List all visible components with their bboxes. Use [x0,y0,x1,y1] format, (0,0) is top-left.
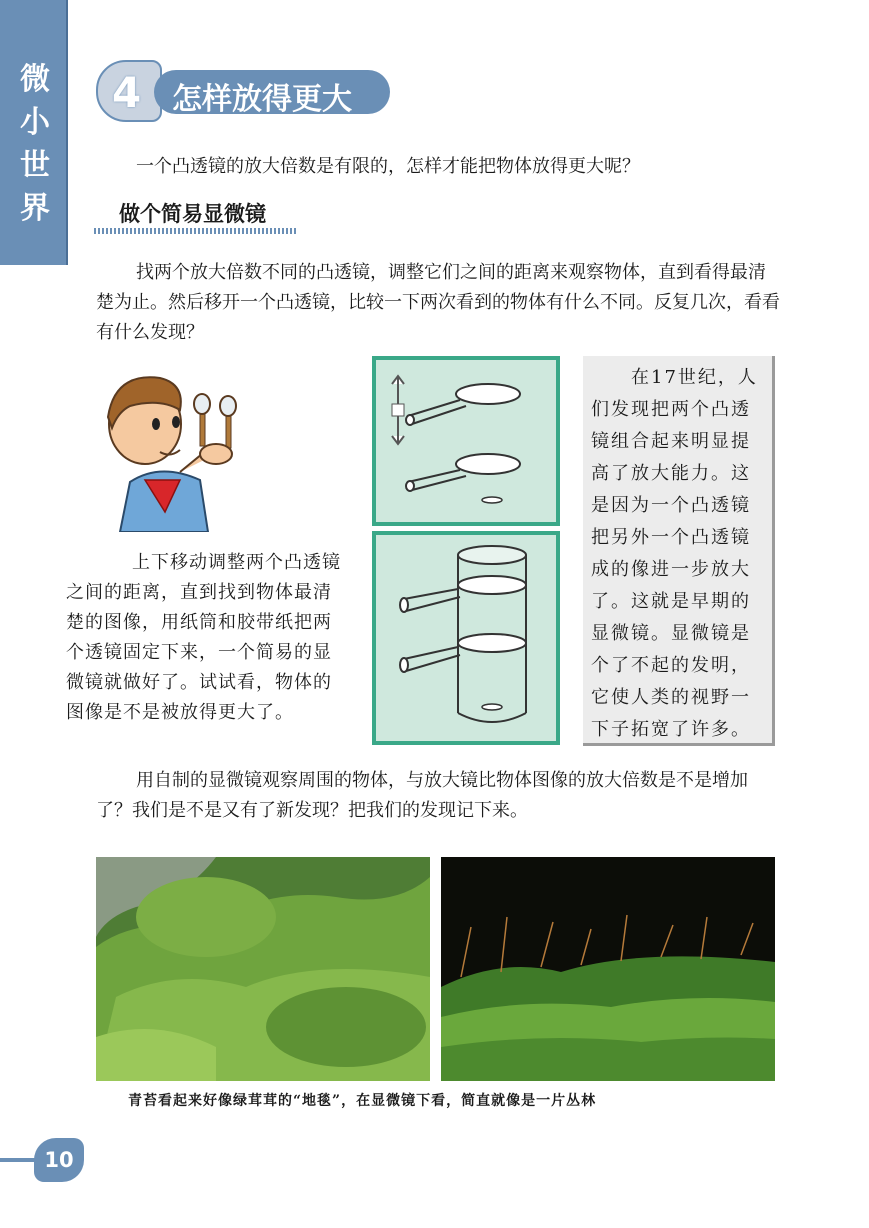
chapter-title: 微小世界 [20,62,50,226]
boy-with-lenses-illustration [90,362,250,532]
moss-closeup-image [441,857,775,1081]
moss-carpet-image [96,857,430,1081]
two-lenses-diagram [372,356,560,526]
lesson-number-box [96,60,162,122]
intro-text: 一个凸透镜的放大倍数是有限的，怎样才能把物体放得更大呢？ [136,156,640,177]
lens-movement-drawing [376,360,556,522]
lesson-banner [96,60,390,122]
section-underline [94,228,296,234]
tube-microscope-drawing [376,535,556,741]
paragraph-instructions: 找两个放大倍数不同的凸透镜，调整它们之间的距离来观察物体，直到看得最清楚为止。然后移开一个凸透镜，比较一下两次看到的物体有什么不同。反复几次，看看有什么发现？ [96,262,780,343]
lesson-title-box [154,70,390,117]
lesson-title: 怎样放得更大 [172,82,352,117]
moss-closeup-photo [441,857,775,1081]
history-note-box: 在17世纪，人们发现把两个凸透镜组合起来明显提高了放大能力。这是因为一个凸透镜把另外一个凸透镜成的像进一步放大了。这就是早期的显微镜。显微镜是个了不起的发明，它使人类的视野一下子拓宽了许多。 [583,356,775,746]
paper-tube-microscope-diagram [372,531,560,745]
paragraph-adjust-lenses: 上下移动调整两个凸透镜之间的距离，直到找到物体最清楚的图像，用纸筒和胶带纸把两个透镜固定下来，一个简易的显微镜就做好了。试试看，物体的图像是不是被放得更大了。 [66,552,341,723]
photo-caption: 青苔看起来好像绿茸茸的“地毯”，在显微镜下看，简直就像是一片丛林 [128,1093,597,1109]
moss-carpet-photo [96,857,430,1081]
lesson-number: 4 [112,68,142,117]
page-number: 10 [34,1138,84,1182]
section-heading: 做个简易显微镜 [119,202,266,226]
paragraph-observe: 用自制的显微镜观察周围的物体，与放大镜比物体图像的放大倍数是不是增加了？我们是不是又有了新发现？把我们的发现记下来。 [96,770,748,821]
chapter-side-tab [0,0,68,265]
